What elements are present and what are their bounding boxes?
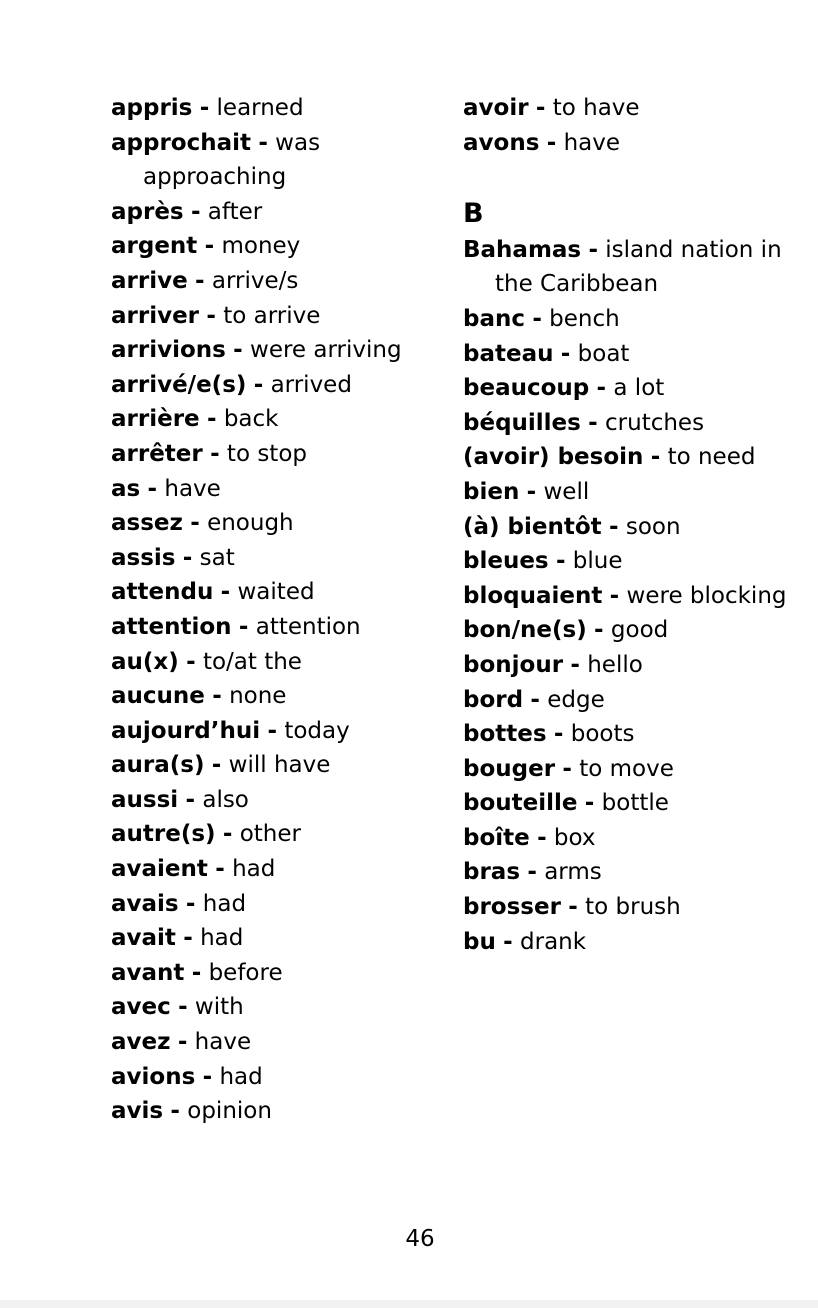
glossary-definition: to move: [579, 755, 674, 782]
glossary-definition: drank: [520, 928, 587, 955]
page-bottom-edge: [0, 1300, 818, 1308]
glossary-separator: -: [190, 510, 200, 537]
glossary-separator: -: [204, 233, 215, 260]
glossary-definition: with: [194, 994, 244, 1021]
glossary-term: avez: [111, 1029, 171, 1056]
glossary-term: assez: [111, 510, 183, 537]
glossary-separator: -: [191, 959, 202, 986]
glossary-term: appris: [111, 95, 193, 121]
glossary-term: avions: [111, 1063, 196, 1090]
glossary-separator: -: [584, 790, 595, 817]
glossary-term: (avoir) besoin: [463, 444, 644, 471]
glossary-separator: -: [178, 994, 188, 1021]
glossary-entry: [463, 510, 793, 545]
glossary-entry: [111, 402, 431, 437]
glossary-term: as: [111, 475, 141, 502]
glossary-separator: -: [190, 198, 201, 225]
glossary-term: avis: [111, 1098, 164, 1125]
glossary-definition: none: [229, 683, 287, 710]
glossary-entry: [111, 333, 431, 368]
glossary-entry: [463, 406, 793, 441]
glossary-separator: -: [535, 95, 546, 121]
glossary-separator: -: [530, 686, 540, 713]
glossary-entry: [463, 91, 793, 126]
glossary-entry: [111, 506, 431, 541]
glossary-term: arrêter: [111, 440, 203, 467]
glossary-definition: enough: [207, 510, 294, 537]
glossary-term: bleues: [463, 548, 549, 575]
glossary-column-right: [463, 91, 793, 959]
glossary-separator: -: [527, 859, 537, 886]
glossary-entry: [111, 126, 431, 195]
glossary-term: approchait: [111, 129, 251, 156]
glossary-term: bras: [463, 859, 521, 886]
glossary-entry: [111, 472, 431, 507]
glossary-separator: -: [202, 1063, 213, 1090]
glossary-entry: [111, 299, 431, 334]
glossary-term: banc: [463, 305, 525, 332]
glossary-definition: was approaching: [143, 129, 321, 191]
glossary-term: aussi: [111, 786, 179, 813]
glossary-entry: [111, 437, 431, 472]
glossary-definition: island nation in the Caribbean: [495, 236, 782, 298]
glossary-term: assis: [111, 544, 176, 571]
glossary-separator: -: [206, 406, 217, 433]
glossary-separator: -: [206, 302, 216, 329]
glossary-entry: [111, 91, 431, 126]
glossary-separator: -: [177, 1029, 188, 1056]
glossary-term: aura(s): [111, 752, 205, 779]
glossary-definition: attention: [255, 613, 361, 640]
glossary-definition: had: [219, 1063, 263, 1090]
glossary-separator: -: [503, 928, 513, 955]
glossary-term: avoir: [463, 95, 529, 121]
glossary-separator: -: [537, 824, 547, 851]
glossary-entry: [463, 752, 793, 787]
glossary-term: autre(s): [111, 821, 216, 848]
glossary-definition: also: [202, 786, 249, 813]
glossary-entry: [463, 475, 793, 510]
glossary-definition: arms: [544, 859, 602, 886]
glossary-term: bateau: [463, 340, 554, 367]
glossary-separator: -: [568, 894, 578, 921]
glossary-definition: bench: [549, 305, 620, 332]
glossary-definition: will have: [228, 752, 331, 779]
glossary-separator: -: [222, 821, 233, 848]
glossary-group-a-continued: [463, 91, 793, 160]
section-letter-heading: B: [463, 197, 484, 229]
glossary-entry: [463, 821, 793, 856]
glossary-term: argent: [111, 233, 198, 260]
glossary-term: bord: [463, 686, 524, 713]
glossary-entry: [111, 541, 431, 576]
glossary-definition: money: [221, 233, 301, 260]
glossary-term: bien: [463, 478, 520, 505]
glossary-term: boîte: [463, 824, 530, 851]
glossary-definition: good: [610, 617, 669, 644]
glossary-separator: -: [211, 752, 222, 779]
glossary-definition: arrive/s: [211, 267, 299, 294]
glossary-separator: -: [185, 786, 196, 813]
glossary-definition: had: [232, 856, 276, 883]
glossary-separator: -: [608, 513, 619, 540]
glossary-term: après: [111, 198, 184, 225]
glossary-separator: -: [562, 755, 572, 782]
glossary-term: béquilles: [463, 409, 581, 436]
glossary-definition: have: [194, 1029, 252, 1056]
glossary-entry: [111, 956, 431, 991]
glossary-definition: to brush: [585, 894, 681, 921]
glossary-separator: -: [199, 95, 210, 121]
glossary-entry: [463, 544, 793, 579]
glossary-entry: [463, 717, 793, 752]
glossary-group-b: [463, 233, 793, 959]
glossary-entry: [111, 1025, 431, 1060]
glossary-entry: [111, 264, 431, 299]
glossary-definition: today: [284, 717, 350, 744]
glossary-entry: [111, 229, 431, 264]
glossary-term: bu: [463, 928, 496, 955]
glossary-separator: -: [596, 375, 607, 402]
glossary-term: bouteille: [463, 790, 578, 817]
glossary-definition: to/at the: [202, 648, 302, 675]
glossary-entry: [111, 921, 431, 956]
glossary-definition: were blocking: [626, 582, 787, 609]
glossary-definition: sat: [199, 544, 235, 571]
glossary-entry: [111, 195, 431, 230]
glossary-definition: have: [164, 475, 221, 502]
glossary-definition: to arrive: [223, 302, 321, 329]
glossary-term: attendu: [111, 579, 214, 606]
glossary-term: brosser: [463, 894, 561, 921]
glossary-entry: [463, 683, 793, 718]
glossary-definition: waited: [237, 579, 315, 606]
glossary-separator: -: [555, 548, 566, 575]
glossary-definition: bottle: [601, 790, 669, 817]
glossary-term: bouger: [463, 755, 556, 782]
glossary-entry: [111, 679, 431, 714]
glossary-term: beaucoup: [463, 375, 590, 402]
glossary-separator: -: [532, 305, 542, 332]
glossary-term: (à) bientôt: [463, 513, 602, 540]
glossary-entry: [463, 440, 793, 475]
glossary-definition: opinion: [187, 1098, 272, 1125]
glossary-term: attention: [111, 613, 232, 640]
glossary-definition: have: [563, 129, 620, 156]
glossary-term: bon/ne(s): [463, 617, 587, 644]
glossary-separator: -: [238, 613, 249, 640]
glossary-entry: [463, 890, 793, 925]
glossary-definition: back: [223, 406, 279, 433]
glossary-separator: -: [526, 478, 537, 505]
glossary-entry: [111, 887, 431, 922]
glossary-term: avec: [111, 994, 171, 1021]
glossary-separator: -: [570, 651, 580, 678]
glossary-entry: [463, 302, 793, 337]
glossary-entry: [463, 855, 793, 890]
glossary-term: bottes: [463, 721, 547, 748]
glossary-term: bonjour: [463, 651, 564, 678]
glossary-entry: [111, 575, 431, 610]
glossary-entry: [463, 648, 793, 683]
glossary-definition: boots: [570, 721, 635, 748]
glossary-definition: edge: [547, 686, 605, 713]
glossary-separator: -: [186, 648, 196, 675]
glossary-entry: [111, 610, 431, 645]
glossary-entry: [463, 371, 793, 406]
glossary-term: aucune: [111, 683, 205, 710]
glossary-term: arrive: [111, 267, 188, 294]
glossary-entry: [111, 852, 431, 887]
glossary-separator: -: [560, 340, 571, 367]
glossary-separator: -: [147, 475, 158, 502]
glossary-definition: soon: [625, 513, 681, 540]
glossary-entry: [463, 786, 793, 821]
glossary-separator: -: [220, 579, 231, 606]
section-gap: [463, 160, 793, 195]
glossary-entry: [111, 714, 431, 749]
glossary-entry: [463, 579, 793, 614]
glossary-entry: [463, 233, 793, 302]
glossary-separator: -: [594, 617, 604, 644]
glossary-separator: -: [183, 925, 193, 952]
glossary-term: aujourd’hui: [111, 717, 261, 744]
glossary-entry: [111, 783, 431, 818]
glossary-definition: after: [207, 198, 263, 225]
glossary-definition: had: [200, 925, 244, 952]
glossary-separator: -: [210, 440, 220, 467]
glossary-term: au(x): [111, 648, 179, 675]
glossary-definition: box: [553, 824, 596, 851]
glossary-term: arriver: [111, 302, 200, 329]
glossary-term: avant: [111, 959, 185, 986]
glossary-separator: -: [170, 1098, 180, 1125]
glossary-definition: boat: [577, 340, 630, 367]
glossary-definition: arrived: [270, 371, 352, 398]
glossary-entry: [111, 645, 431, 680]
glossary-separator: -: [267, 717, 277, 744]
glossary-entry: [111, 368, 431, 403]
glossary-definition: learned: [216, 95, 304, 121]
glossary-separator: -: [553, 721, 564, 748]
glossary-term: avons: [463, 129, 540, 156]
glossary-separator: -: [212, 683, 222, 710]
glossary-entry: [463, 613, 793, 648]
glossary-definition: blue: [572, 548, 623, 575]
glossary-entry: [111, 990, 431, 1025]
glossary-definition: to have: [552, 95, 640, 121]
glossary-term: avait: [111, 925, 176, 952]
glossary-entry: [463, 925, 793, 960]
glossary-separator: -: [609, 582, 620, 609]
page-number: 46: [405, 1226, 435, 1252]
glossary-separator: -: [253, 371, 264, 398]
glossary-term: arrière: [111, 406, 200, 433]
glossary-definition: to need: [667, 444, 756, 471]
glossary-term: arrivé/e(s): [111, 371, 247, 398]
glossary-column-left: [111, 91, 431, 1129]
glossary-separator: -: [215, 856, 225, 883]
glossary-entry: [111, 1060, 431, 1095]
glossary-entry: [111, 1094, 431, 1129]
glossary-term: avais: [111, 890, 179, 917]
glossary-entry: [463, 337, 793, 372]
glossary-separator: -: [546, 129, 557, 156]
glossary-definition: other: [239, 821, 301, 848]
glossary-term: bloquaient: [463, 582, 603, 609]
glossary-term: avaient: [111, 856, 208, 883]
glossary-definition: before: [208, 959, 283, 986]
glossary-definition: well: [543, 478, 590, 505]
glossary-definition: had: [202, 890, 247, 917]
glossary-term: arrivions: [111, 337, 226, 364]
glossary-definition: to stop: [226, 440, 307, 467]
glossary-separator: -: [182, 544, 193, 571]
glossary-entry: [111, 817, 431, 852]
glossary-term: Bahamas: [463, 236, 582, 263]
glossary-separator: -: [588, 409, 598, 436]
glossary-definition: were arriving: [250, 337, 402, 364]
glossary-separator: -: [650, 444, 661, 471]
glossary-definition: a lot: [613, 375, 665, 402]
glossary-separator: -: [195, 267, 205, 294]
glossary-separator: -: [258, 129, 268, 156]
glossary-separator: -: [588, 236, 598, 263]
glossary-definition: crutches: [605, 409, 705, 436]
glossary-separator: -: [185, 890, 196, 917]
glossary-separator: -: [233, 337, 243, 364]
glossary-definition: hello: [587, 651, 643, 678]
glossary-entry: [111, 748, 431, 783]
glossary-entry: [463, 126, 793, 161]
